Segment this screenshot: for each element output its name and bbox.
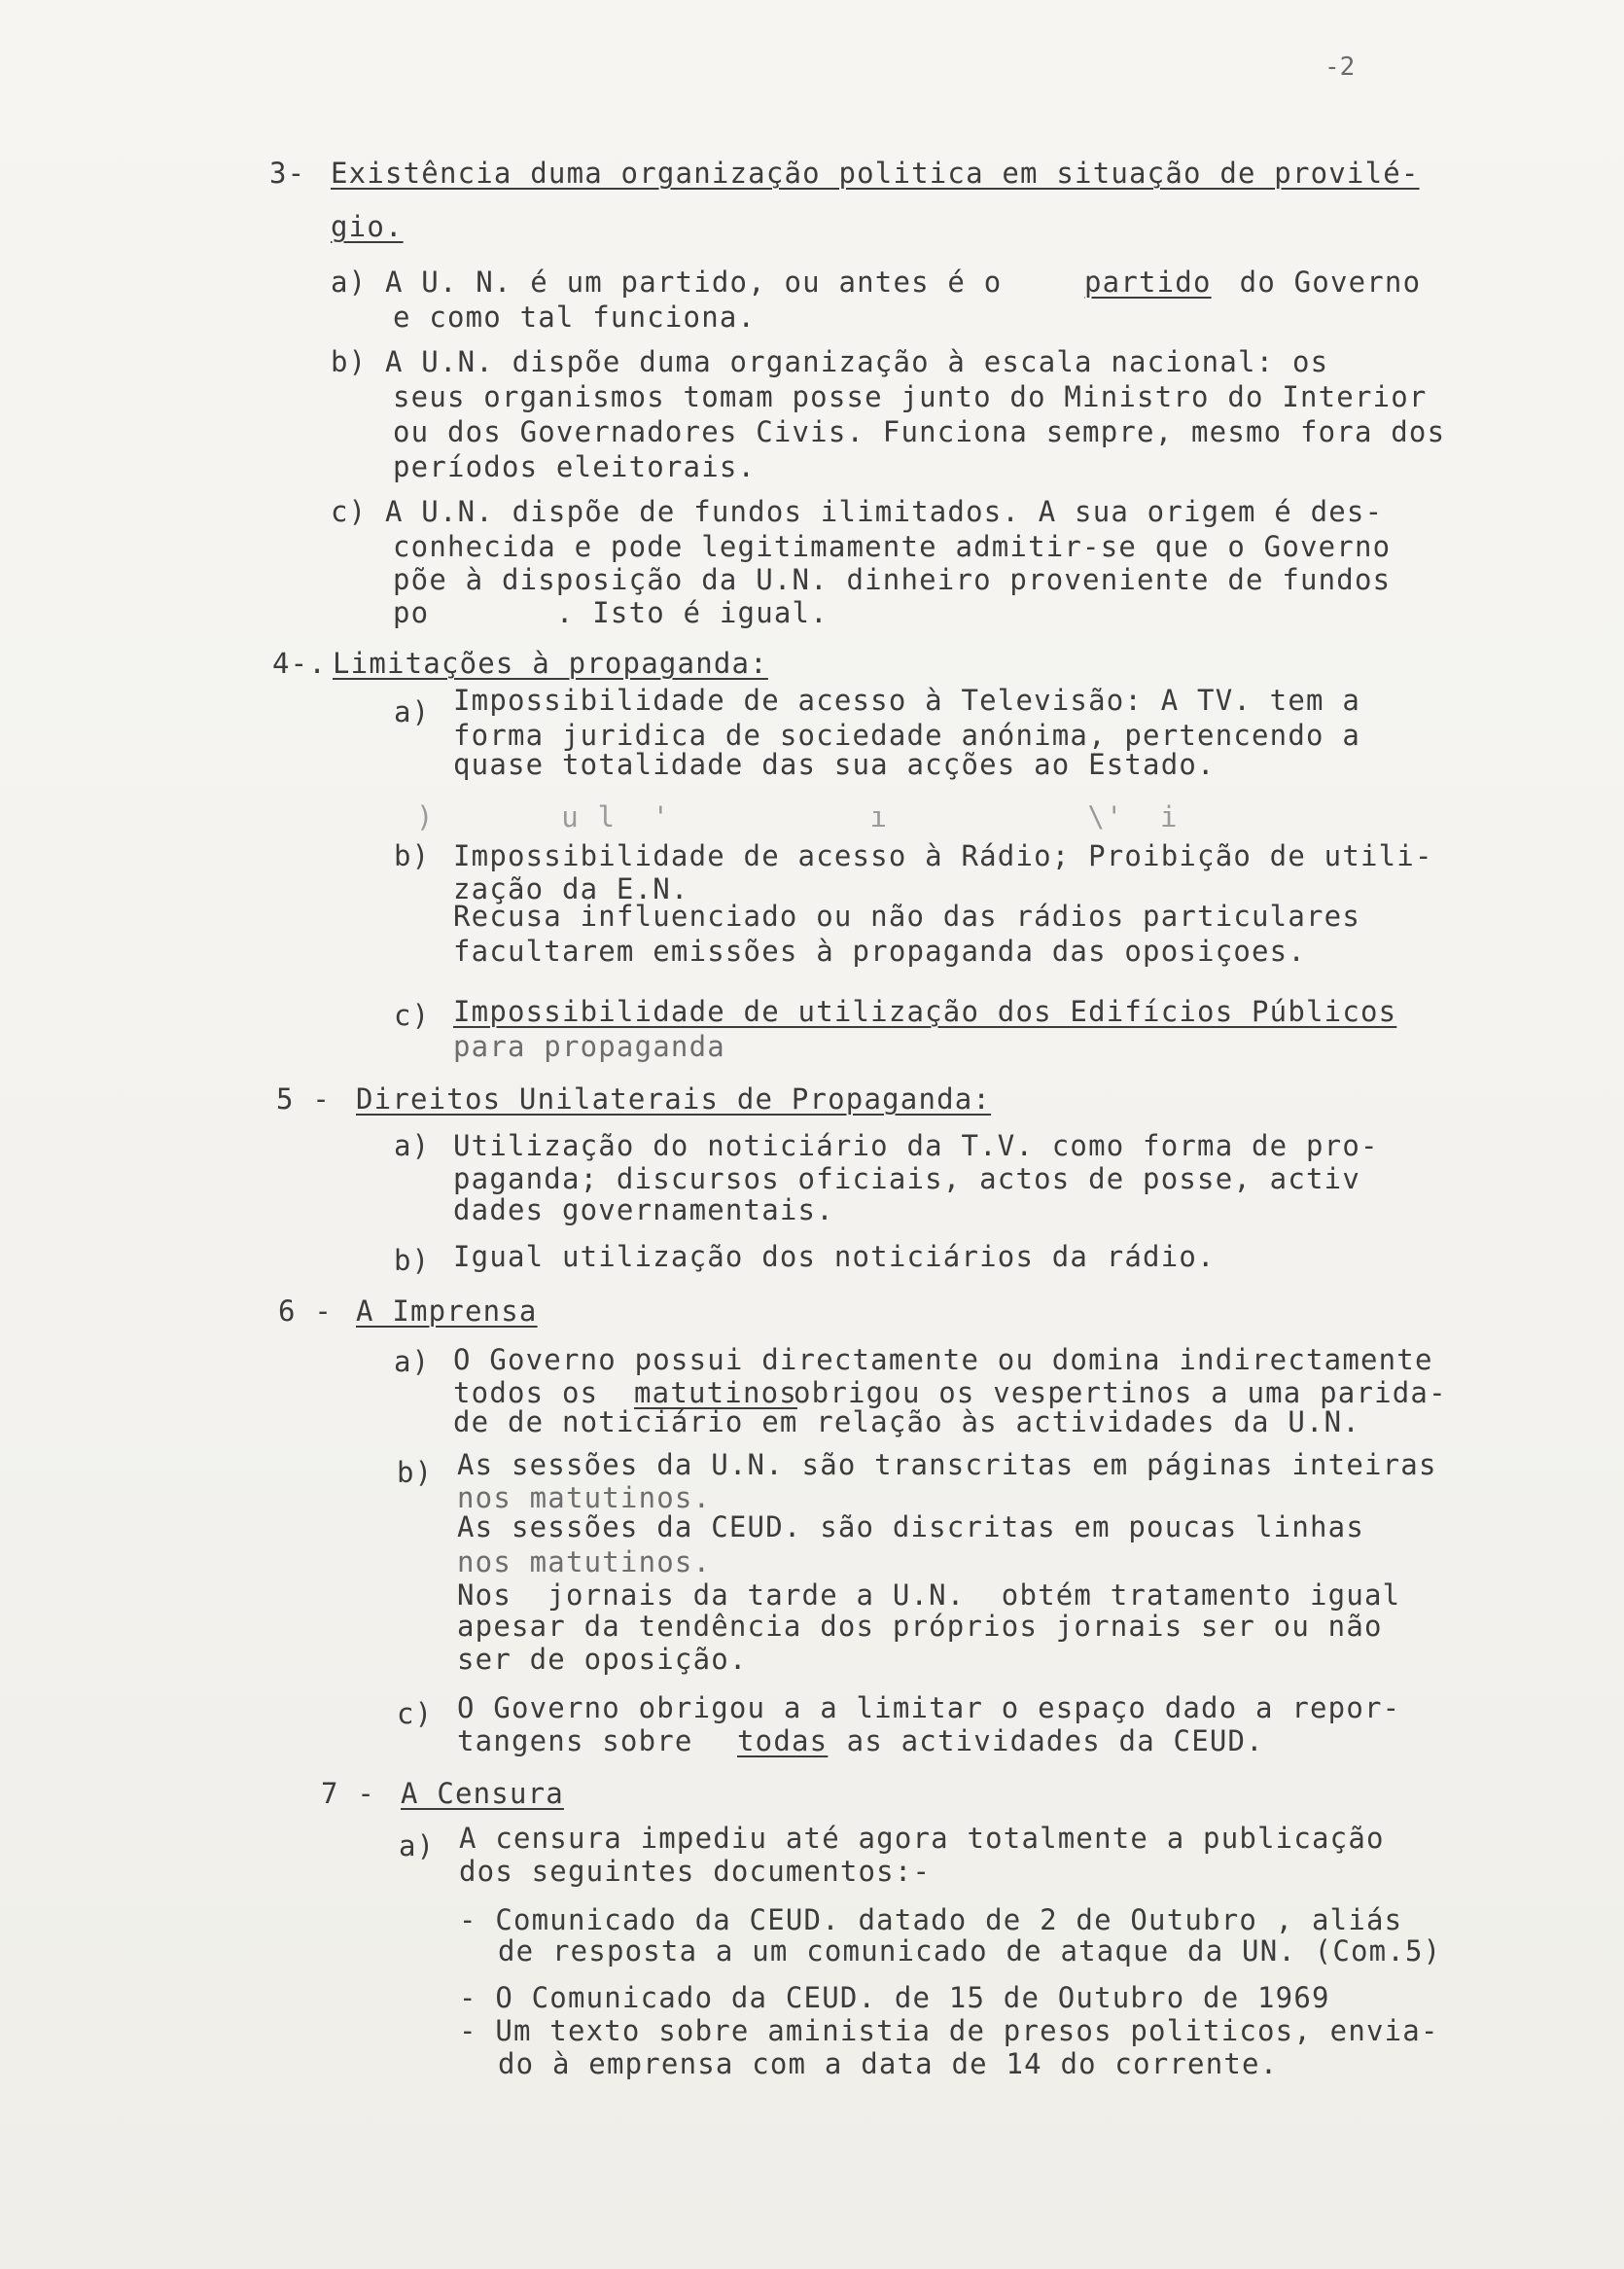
item-label: b) bbox=[397, 1456, 434, 1489]
section-6-title: A Imprensa bbox=[356, 1294, 538, 1328]
list-item: - O Comunicado da CEUD. de 15 de Outubro de 1969 bbox=[459, 1981, 1330, 2014]
section-5-title: Direitos Unilaterais de Propaganda: bbox=[356, 1082, 992, 1116]
item-label: a) bbox=[394, 695, 431, 728]
text-line: b) A U.N. dispõe duma organização à escala nacional: os bbox=[331, 345, 1329, 378]
text-line: A censura impediu até agora totalmente a publicação bbox=[459, 1822, 1385, 1855]
section-7-number: 7 - bbox=[321, 1777, 375, 1810]
text-line: c) A U.N. dispõe de fundos ilimitados. A sua origem é des- bbox=[331, 495, 1384, 528]
item-label: a) bbox=[394, 1345, 431, 1378]
text-line: facultarem emissões à propaganda das oposiçoes. bbox=[453, 935, 1306, 968]
page-number: -2 bbox=[1324, 53, 1356, 82]
text-line-underlined: matutinos bbox=[634, 1376, 797, 1409]
section-3-title-cont: gio. bbox=[331, 210, 404, 243]
section-3-number: 3- bbox=[269, 157, 306, 190]
item-label: a) bbox=[399, 1829, 436, 1862]
text-line: zação da E.N. bbox=[453, 872, 689, 905]
list-item: - Comunicado da CEUD. datado de 2 de Outubro , aliás bbox=[459, 1903, 1403, 1936]
text-line: forma juridica de sociedade anónima, pertencendo a bbox=[453, 719, 1360, 752]
text-line: As sessões da U.N. são transcritas em páginas inteiras bbox=[457, 1448, 1437, 1481]
text-line: paganda; discursos oficiais, actos de posse, activ bbox=[453, 1162, 1360, 1195]
text-line: ou dos Governadores Civis. Funciona sempre, mesmo fora dos bbox=[393, 415, 1446, 448]
text-line: do Governo bbox=[1221, 266, 1422, 299]
text-line: quase totalidade das sua acções ao Estado. bbox=[453, 748, 1216, 781]
section-3-title: Existência duma organização politica em situação de provilé- bbox=[331, 157, 1420, 190]
text-line: po . Isto é igual. bbox=[393, 596, 829, 629]
text-line: ser de oposição. bbox=[457, 1643, 748, 1676]
text-line: tangens sobre bbox=[457, 1724, 712, 1757]
text-line: as actividades da CEUD. bbox=[829, 1724, 1264, 1757]
list-item-cont: de resposta a um comunicado de ataque da UN. (Com.5) bbox=[498, 1934, 1442, 1968]
text-line-underlined: Impossibilidade de utilização dos Edifícios Públicos bbox=[453, 995, 1397, 1028]
text-line: nos matutinos. bbox=[457, 1481, 712, 1514]
text-line: Impossibilidade de acesso à Televisão: A TV. tem a bbox=[453, 684, 1360, 717]
text-line: a) A U. N. é um partido, ou antes é o bbox=[331, 266, 1021, 299]
text-line: Utilização do noticiário da T.V. como forma de pro- bbox=[453, 1129, 1379, 1162]
section-7-title: A Censura bbox=[401, 1777, 564, 1810]
text-line: As sessões da CEUD. são discritas em poucas linhas bbox=[457, 1510, 1364, 1543]
item-label: b) bbox=[394, 1244, 431, 1277]
text-line: Recusa influenciado ou não das rádios particulares bbox=[453, 900, 1360, 933]
text-line: Igual utilização dos noticiários da rádio. bbox=[453, 1240, 1216, 1273]
section-6-number: 6 - bbox=[278, 1294, 333, 1328]
text-line: põe à disposição da U.N. dinheiro proveniente de fundos bbox=[393, 563, 1392, 596]
text-line: dos seguintes documentos:- bbox=[459, 1855, 932, 1888]
text-line: seus organismos tomam posse junto do Ministro do Interior bbox=[393, 380, 1428, 413]
section-4-number: 4-. bbox=[272, 647, 327, 680]
list-item-cont: do à emprensa com a data de 14 do corrente. bbox=[498, 2047, 1279, 2080]
text-line: de de noticiário em relação às actividades da U.N. bbox=[453, 1405, 1360, 1438]
text-line: O Governo possui directamente ou domina indirectamente bbox=[453, 1343, 1433, 1376]
item-label: a) bbox=[394, 1129, 431, 1162]
text-line: Nos jornais da tarde a U.N. obtém tratamento igual bbox=[457, 1578, 1401, 1612]
text-line: dades governamentais. bbox=[453, 1193, 834, 1226]
text-line-underlined: partido bbox=[1084, 266, 1212, 299]
text-line: todos os bbox=[453, 1376, 617, 1409]
section-4-title: Limitações à propaganda: bbox=[333, 647, 768, 680]
text-line: obrigou os vespertinos a uma parida- bbox=[794, 1376, 1447, 1409]
section-5-number: 5 - bbox=[276, 1082, 331, 1116]
item-label: b) bbox=[394, 839, 431, 872]
item-label: c) bbox=[394, 999, 431, 1032]
text-line: nos matutinos. bbox=[457, 1545, 712, 1578]
item-label: c) bbox=[397, 1697, 434, 1730]
list-item: - Um texto sobre aministia de presos politicos, envia- bbox=[459, 2014, 1439, 2047]
text-line: e como tal funciona. bbox=[393, 301, 757, 334]
text-line: apesar da tendência dos próprios jornais ser ou não bbox=[457, 1610, 1383, 1643]
text-line: conhecida e pode legitimamente admitir-se que o Governo bbox=[393, 530, 1392, 563]
stray-type-marks: ) u l ' ı \' i bbox=[416, 800, 1179, 833]
text-line: para propaganda bbox=[453, 1030, 725, 1063]
text-line: períodos eleitorais. bbox=[393, 450, 757, 483]
text-line: Impossibilidade de acesso à Rádio; Proibição de utili- bbox=[453, 839, 1433, 872]
text-line: O Governo obrigou a a limitar o espaço dado a repor- bbox=[457, 1691, 1401, 1724]
text-line-underlined: todas bbox=[737, 1724, 829, 1757]
